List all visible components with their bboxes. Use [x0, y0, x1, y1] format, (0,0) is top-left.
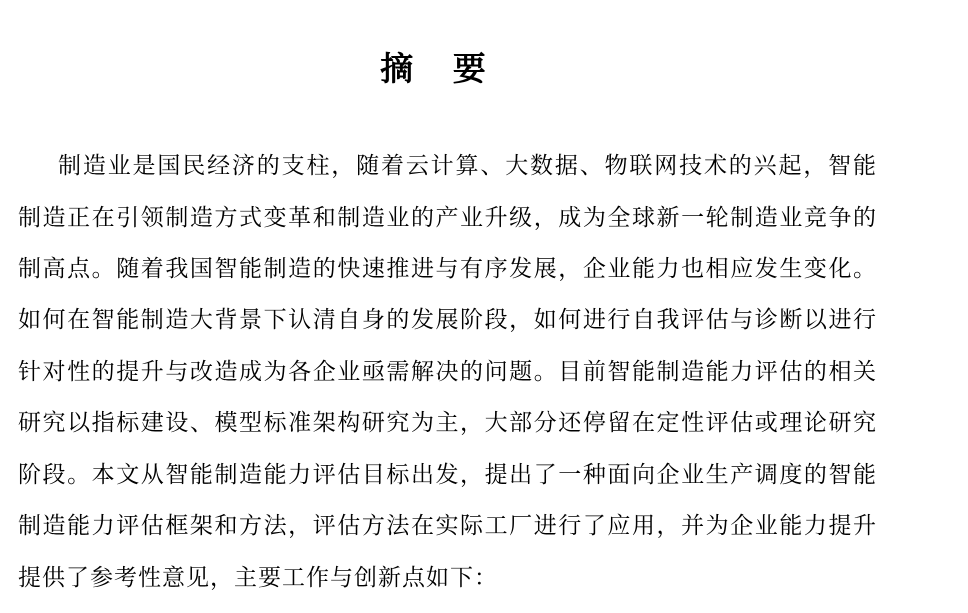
abstract-line-3: 制高点。随着我国智能制造的快速推进与有序发展，企业能力也相应发生变化。 [18, 256, 876, 282]
abstract-line-4: 如何在智能制造大背景下认清自身的发展阶段，如何进行自我评估与诊断以进行 [18, 307, 876, 333]
abstract-line-5: 针对性的提升与改造成为各企业亟需解决的问题。目前智能制造能力评估的相关 [18, 359, 876, 385]
abstract-line-9: 提供了参考性意见，主要工作与创新点如下： [18, 565, 498, 591]
abstract-line-1: 制造业是国民经济的支柱，随着云计算、大数据、物联网技术的兴起，智能 [58, 153, 876, 179]
abstract-title: 摘 要 [380, 49, 500, 88]
abstract-line-8: 制造能力评估框架和方法，评估方法在实际工厂进行了应用，并为企业能力提升 [18, 513, 876, 539]
abstract-line-2: 制造正在引领制造方式变革和制造业的产业升级，成为全球新一轮制造业竞争的 [18, 205, 876, 231]
abstract-line-7: 阶段。本文从智能制造能力评估目标出发，提出了一种面向企业生产调度的智能 [18, 462, 876, 488]
abstract-line-6: 研究以指标建设、模型标准架构研究为主，大部分还停留在定性评估或理论研究 [18, 410, 876, 436]
